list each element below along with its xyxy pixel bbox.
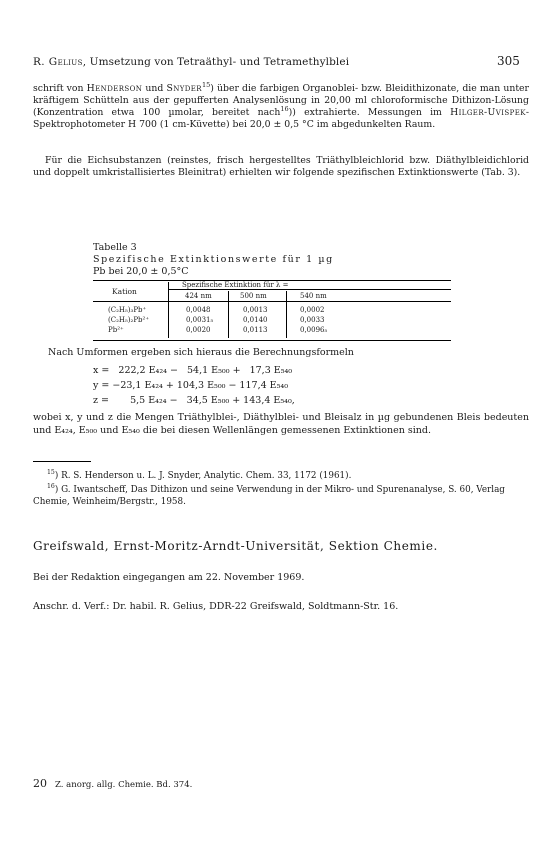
table-cell-kation: (C₂H₅)₂Pb²⁺ [108,316,150,324]
footer-journal: Z. anorg. allg. Chemie. Bd. 374. [55,780,193,790]
table-header-424: 424 nm [185,292,212,300]
table-vline [286,291,287,338]
footnote-text: ) R. S. Henderson u. L. J. Snyder, Analytic. Chem. 33, 1172 (1961). [54,471,352,481]
text-run: schrift von [33,83,87,94]
table-cell-value: 0,0140 [243,316,268,324]
author-henderson: Henderson [86,83,143,94]
table-cell-value: 0,0002 [300,306,325,314]
running-header [33,56,349,68]
table-cell-value: 0,0033 [300,316,325,324]
table-cell-value: 0,0020 [186,326,211,334]
table-caption-line2: Pb bei 20,0 ± 0,5°C [93,266,189,277]
footnote-number: 16 [47,483,55,491]
header-author: R. Gelius [33,56,83,68]
footnote-text: ) G. Iwantscheff, Das Dithizon und seine Verwendung in der Mikro- und Spurenanalyse, S. 60, Verlag Chemie, Weinheim/Bergstr., 1958. [33,485,505,507]
table-cell-value: 0,0096₅ [300,326,328,334]
table-header-rule [93,301,451,302]
formula-y: y = −23,1 E₄₂₄ + 104,3 E₅₀₀ − 117,4 E₅₄₀ [93,380,289,391]
formula-explanation: wobei x, y und z die Mengen Triäthylblei-, Diäthylblei- und Bleisalz in µg gebundenen Bleis bedeuten und E₄₂₄, E₅₀₀ und E₅₄₀ die bei diesen Wellenlängen gemessenen Extinktionen sind. [33,412,529,436]
table-group-rule [168,289,451,290]
table-label: Tabelle 3 [93,242,137,253]
text-run: ) über die farbigen Organoblei- bzw. Bleidithizonate, die man unter kräftigem Schütteln aus der gepufferten Analysenlösung in 20,00 ml chloroformische Dithizon-Lösung (Konzentration etwa 100 µmolar, bereitet nach [33,83,529,118]
formula-intro: Nach Umformen ergeben sich hieraus die Berechnungsformeln [48,347,354,358]
table-vline [228,291,229,338]
table-header-540: 540 nm [300,292,327,300]
table-cell-value: 0,0113 [243,326,268,334]
table-header-500: 500 nm [240,292,267,300]
table-cell-value: 0,0048 [186,306,211,314]
table-caption-line1: Spezifische Extinktionswerte für 1 µg [93,254,334,265]
table-bottom-rule [93,340,451,341]
footnote-15 [33,470,529,482]
footnote-rule [33,461,91,462]
footnote-16 [33,484,529,508]
table-cell-value: 0,0013 [243,306,268,314]
header-title: , Umsetzung von Tetraäthyl- und Tetramethylblei [82,56,350,68]
table-header-group: Spezifische Extinktion für λ = [182,281,289,289]
footnote-number: 15 [47,469,55,477]
table-cell-kation: (C₂H₅)₃Pb⁺ [108,306,147,314]
footer-page-number: 20 [33,777,47,790]
table-cell-value: 0,0031₅ [186,316,214,324]
header-page-number: 305 [497,54,520,68]
text-run: -Spektrophotometer H 700 (1 cm-Küvette) bei 20,0 ± 0,5 °C im abgedunkelten Raum. [33,107,529,130]
table-vline [168,282,169,338]
formula-x: x = 222,2 E₄₂₄ − 54,1 E₅₀₀ + 17,3 E₅₄₀ [93,365,293,376]
received-date: Bei der Redaktion eingegangen am 22. November 1969. [33,572,305,583]
author-snyder: Snyder [166,83,202,94]
affiliation: Greifswald, Ernst-Moritz-Arndt-Universität, Sektion Chemie. [33,539,438,553]
table-header-kation: Kation [112,287,137,296]
table-cell-kation: Pb²⁺ [108,326,124,334]
text-run: und [142,83,167,94]
footnote-ref-15: 15 [201,80,211,89]
text-run: )) extrahierte. Messungen im [288,107,451,118]
footnote-ref-16: 16 [280,104,289,113]
instrument-name: Hilger-Uvispek [450,107,526,118]
page-footer [33,777,192,790]
paragraph-method [33,80,529,131]
paragraph-calibration: Für die Eichsubstanzen (reinstes, frisch hergestelltes Triäthylbleichlorid bzw. Diäthylbleidichlorid und doppelt umkristallisiertes Bleinitrat) erhielten wir folgende spezifischen Extinktionswerte (Tab. 3). [33,155,529,178]
formula-z: z = 5,5 E₄₂₄ − 34,5 E₅₀₀ + 143,4 E₅₄₀, [93,395,295,406]
author-address: Anschr. d. Verf.: Dr. habil. R. Gelius, DDR-22 Greifswald, Soldtmann-Str. 16. [33,601,399,612]
